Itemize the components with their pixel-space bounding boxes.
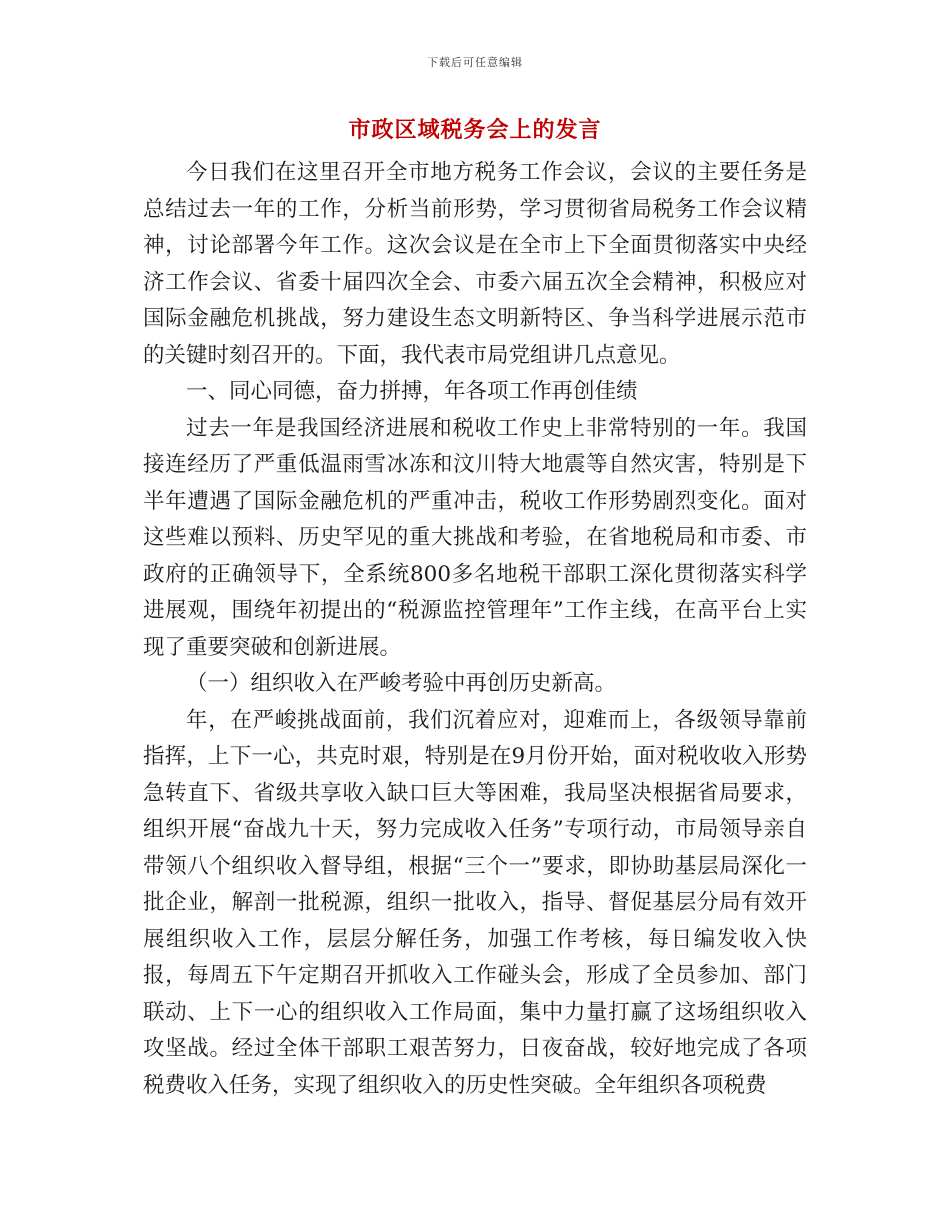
section-heading-1: 一、同心同德，奋力拼搏，年各项工作再创佳绩 — [186, 379, 638, 404]
subsection-heading-1: （一）组织收入在严峻考验中再创历史新高。 — [186, 671, 617, 696]
document-body — [143, 155, 807, 1104]
paragraph-intro: 今日我们在这里召开全市地方税务工作会议，会议的主要任务是总结过去一年的工作，分析当前形势，学习贯彻省局税务工作会议精神，讨论部署今年工作。这次会议是在全市上下全面贯彻落实中央经济工作会议、省委十届四次全会、市委六届五次全会精神，积极应对国际金融危机挑战，努力建设生态文明新特区、争当科学进展示范市的关键时刻召开的。下面，我代表市局党组讲几点意见。 — [143, 160, 807, 368]
document-title: 市政区域税务会上的发言 — [348, 117, 602, 143]
paragraph-review: 过去一年是我国经济进展和税收工作史上非常特别的一年。我国接连经历了严重低温雨雪冰冻和汶川特大地震等自然灾害，特别是下半年遭遇了国际金融危机的严重冲击，税收工作形势剧烈变化。面对这些难以预料、历史罕见的重大挑战和考验，在省地税局和市委、市政府的正确领导下，全系统800多名地税干部职工深化贯彻落实科学进展观，围绕年初提出的“税源监控管理年”工作主线，在高平台上实现了重要突破和创新进展。 — [143, 415, 807, 660]
paragraph-revenue: 年，在严峻挑战面前，我们沉着应对，迎难而上，各级领导靠前指挥，上下一心，共克时艰，特别是在9月份开始，面对税收收入形势急转直下、省级共享收入缺口巨大等困难，我局坚决根据省局要求，组织开展“奋战九十天，努力完成收入任务”专项行动，市局领导亲自带领八个组织收入督导组，根据“三个一”要求，即协助基层局深化一批企业，解剖一批税源，组织一批收入，指导、督促基层分局有效开展组织收入工作，层层分解任务，加强工作考核，每日编发收入快报，每周五下午定期召开抓收入工作碰头会，形成了全员参加、部门联动、上下一心的组织收入工作局面，集中力量打赢了这场组织收入攻坚战。经过全体干部职工艰苦努力，日夜奋战，较好地完成了各项税费收入任务，实现了组织收入的历史性突破。全年组织各项税费 — [143, 707, 807, 1098]
header-note: 下载后可任意编辑 — [427, 56, 523, 69]
